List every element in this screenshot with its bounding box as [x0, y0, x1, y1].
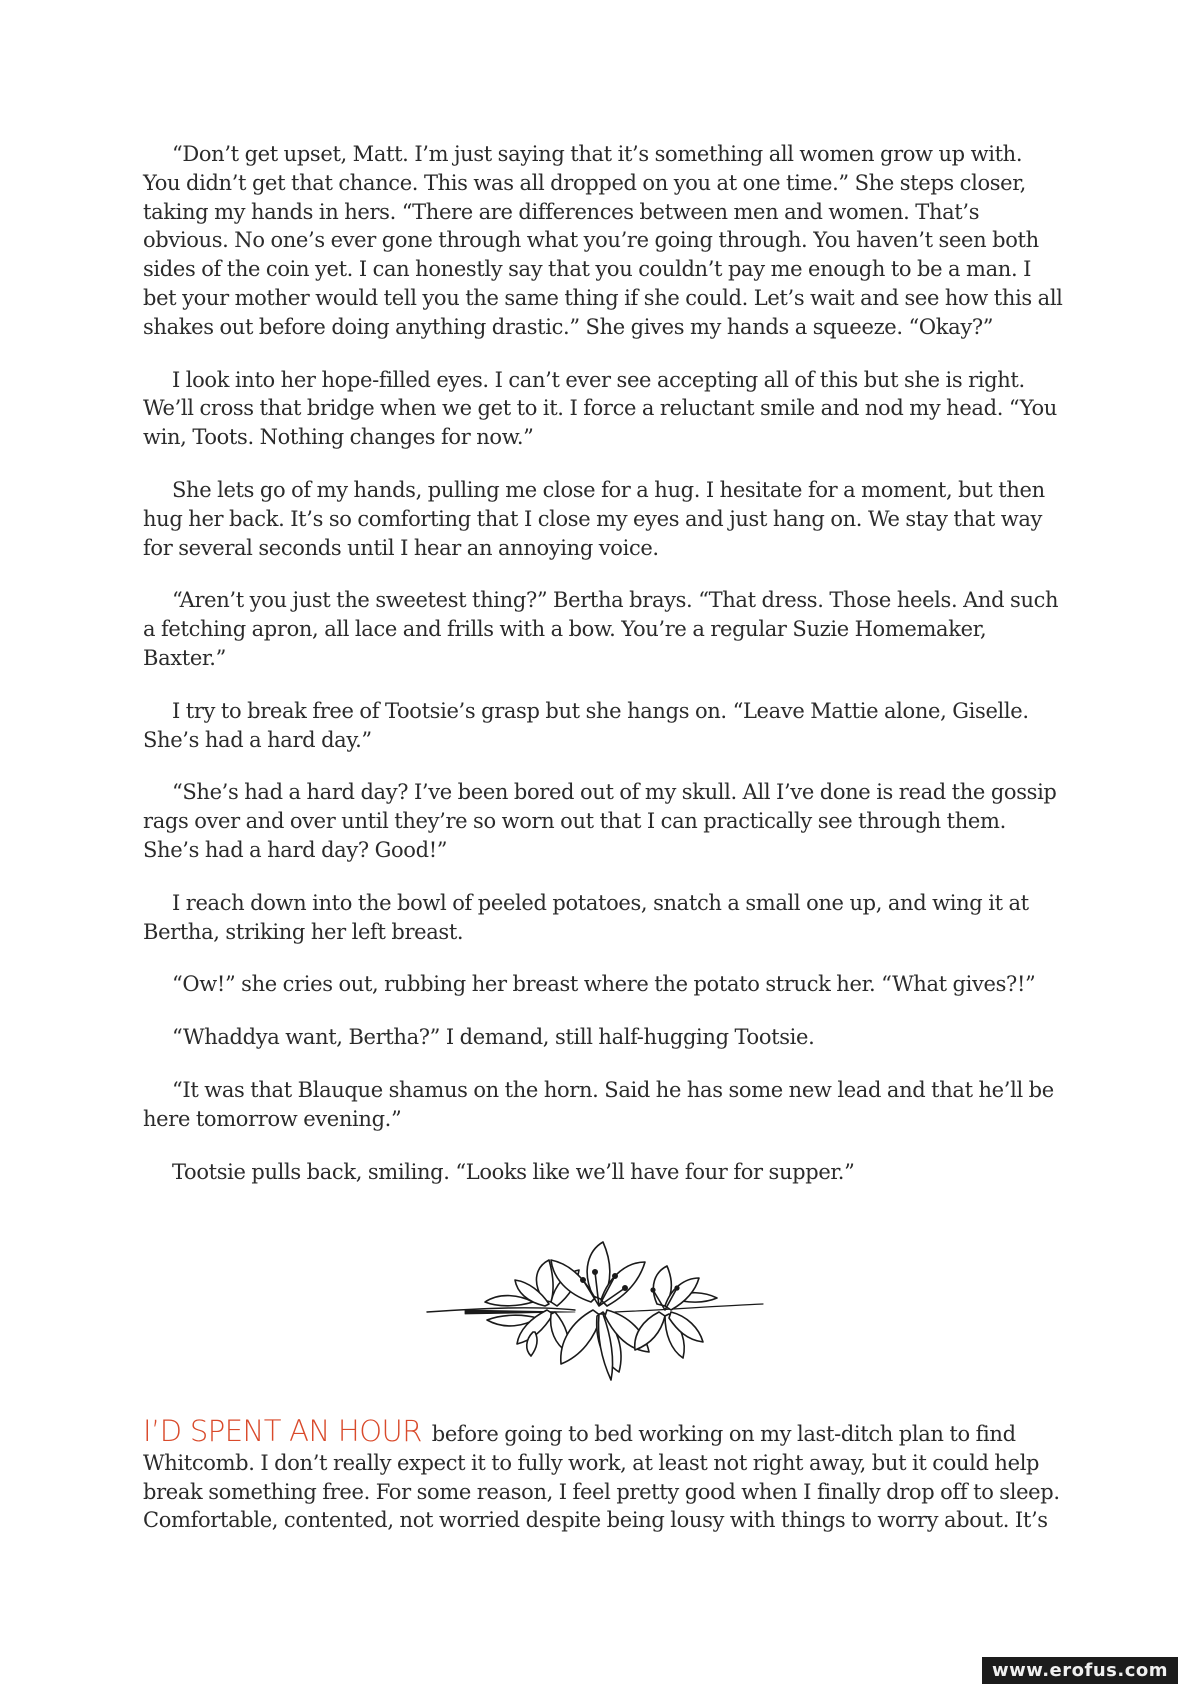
- section-leadin: I’D SPENT AN HOUR: [143, 1414, 422, 1448]
- paragraph: “It was that Blauque shamus on the horn. Said he has some new lead and that he’ll be here tomorrow evening.”: [143, 1077, 1054, 1131]
- paragraph: I look into her hope-filled eyes. I can’t ever see accepting all of this but she is right. We’ll cross that bridge when we get to it. I force a reluctant smile and nod my head. “You win, Toots. Nothing changes for now.”: [143, 367, 1057, 450]
- lily-flower-divider-icon: [425, 1240, 765, 1390]
- paragraph: Tootsie pulls back, smiling. “Looks like we’ll have four for supper.”: [172, 1159, 855, 1184]
- section-opening: [143, 1414, 1063, 1535]
- paragraph: I reach down into the bowl of peeled potatoes, snatch a small one up, and wing it at Bertha, striking her left breast.: [143, 890, 1029, 944]
- section-text: before going to bed working on my last-ditch plan to find Whitcomb. I don’t really expect it to fully work, at least not right away, but it could help break something free. For some reason, I feel pretty good when I finally drop off to sleep. Comfortable, contented, not worried despite being lousy with things to worry about. It’s: [143, 1422, 1060, 1533]
- paragraph: “She’s had a hard day? I’ve been bored out of my skull. All I’ve done is read the gossip rags over and over until they’re so worn out that I can practically see through them. She’s had a hard day? Good!”: [143, 780, 1057, 862]
- paragraph: “Ow!” she cries out, rubbing her breast where the potato struck her. “What gives?!”: [172, 972, 1036, 997]
- paragraph: I try to break free of Tootsie’s grasp but she hangs on. “Leave Mattie alone, Giselle. She’s had a hard day.”: [143, 698, 1029, 752]
- paragraph: “Whaddya want, Bertha?” I demand, still half-hugging Tootsie.: [172, 1025, 815, 1050]
- paragraph: She lets go of my hands, pulling me close for a hug. I hesitate for a moment, but then hug her back. It’s so comforting that I close my eyes and just hang on. We stay that way for several seconds until I hear an annoying voice.: [143, 477, 1045, 560]
- paragraph: “Aren’t you just the sweetest thing?” Bertha brays. “That dress. Those heels. And such a fetching apron, all lace and frills with a bow. You’re a regular Suzie Homemaker, Baxter.”: [143, 588, 1059, 670]
- watermark: www.erofus.com: [982, 1657, 1178, 1684]
- story-body: [143, 140, 1063, 1210]
- paragraph: “Don’t get upset, Matt. I’m just saying that it’s something all women grow up with. You didn’t get that chance. This was all dropped on you at one time.” She steps closer, taking my hands in hers. “There are differences between men and women. That’s obvious. No one’s ever gone through what you’re going through. You haven’t seen both sides of the coin yet. I can honestly say that you couldn’t pay me enough to be a man. I bet your mother would tell you the same thing if she could. Let’s wait and see how this all shakes out before doing anything drastic.” She gives my hands a squeeze. “Okay?”: [143, 142, 1063, 339]
